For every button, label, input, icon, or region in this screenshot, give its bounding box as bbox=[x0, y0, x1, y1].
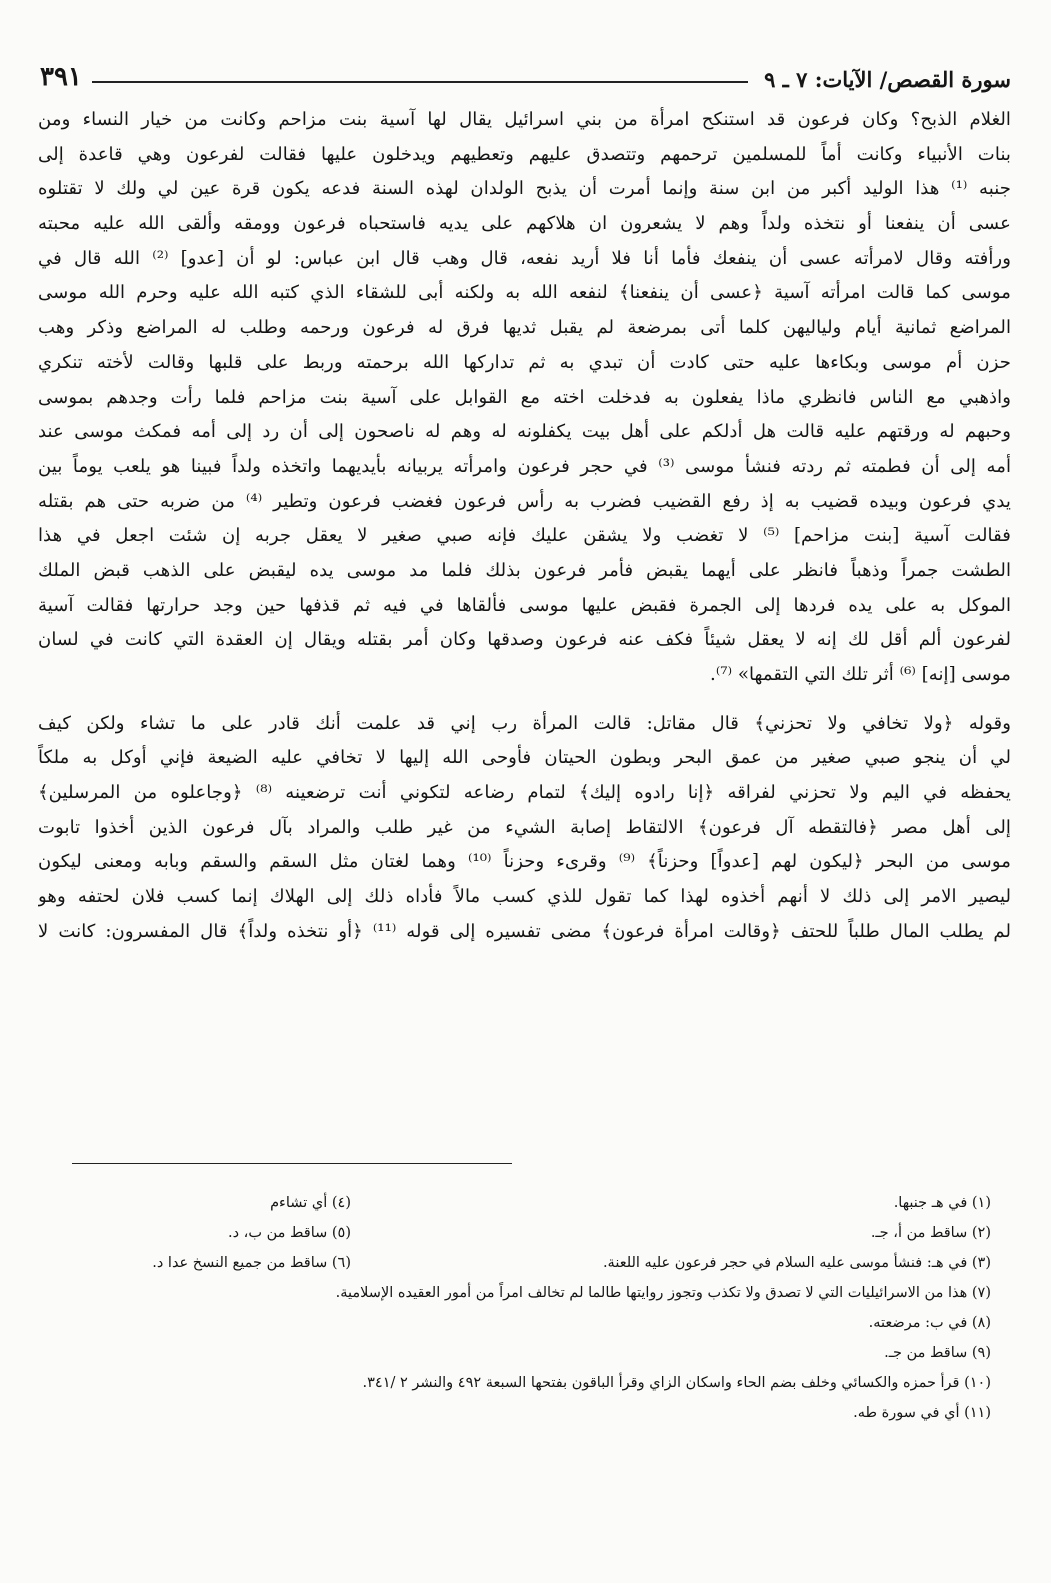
text-line: حزن أم موسى وبكاءها عليه حتى كادت أن تبدي به ثم تداركها الله برحمته وربط على قلبها وقالت لأخته تنكري bbox=[38, 351, 1011, 373]
text-line: لم يطلب المال طلباً للحتف ﴿وقالت امرأة فرعون﴾ مضى تفسيره إلى قوله ⁽¹¹⁾ ﴿أو نتخذه ولداً﴾ قال المفسرون: كانت لا bbox=[38, 920, 1011, 942]
text-line: لفرعون ألم أقل لك إنه لا يعقل شيئاً فكف عنه فرعون وصدقها وكان أمر بقتله ويقال إن العقدة التي كانت في لسان bbox=[38, 629, 1011, 651]
footnote: (٢) ساقط من أ، جـ. bbox=[870, 1225, 991, 1241]
footnote-separator bbox=[72, 1163, 512, 1164]
text-line: يدي فرعون وبيده قضيب به إذ رفع القضيب فضرب به رأس فرعون فغضب فرعون وتطير ⁽⁴⁾ من ضربه حتى هم بقتله bbox=[38, 490, 1011, 512]
footnote: (١) في هـ جنبها. bbox=[893, 1195, 991, 1211]
footnote: (١٠) قرأ حمزه والكسائي وخلف بضم الحاء واسكان الزاي وقرأ الباقون بفتحها السبعة ٤٩٢ والنشر ٢ /٣٤١. bbox=[362, 1375, 991, 1391]
text-line: بنات الأنبياء وكانت أماً للمسلمين ترحمهم وتتصدق عليهم وتعطيهم ويدخلون عليها فقالت لفرعون وهي قاعدة إلى bbox=[38, 143, 1011, 165]
footnote: (٩) ساقط من جـ. bbox=[884, 1345, 991, 1361]
text-line: يحفظه في اليم ولا تحزني لفراقه ﴿إنا رادوه إليك﴾ لتمام رضاعه لتكوني أنت ترضعينه ⁽⁸⁾ ﴿وجاعلوه من المرسلين﴾ bbox=[38, 782, 1011, 804]
main-text bbox=[38, 103, 1011, 950]
text-line: الموكل به على يده فردها إلى الجمرة فقبض عليها موسى فألقاها في فيه ثم قذفها حين وجد حرارتها فقالت آسية bbox=[38, 594, 1011, 616]
footnote: (٤) أي تشاءم bbox=[270, 1195, 351, 1211]
footnote: (٨) في ب: مرضعته. bbox=[868, 1315, 991, 1331]
text-line: وقوله ﴿ولا تخافي ولا تحزني﴾ قال مقاتل: قالت المرأة رب إني قد علمت أنك قادر على ما تشاء ولكن كيف bbox=[38, 712, 1011, 734]
header-rule bbox=[92, 81, 748, 83]
text-line: الطشت جمراً وذهباً فانظر على أيهما يقبض فأمر فرعون بذلك فلما مد موسى يده ليقبض على الذهب قبض الملك bbox=[38, 559, 1011, 581]
text-line: ورأفته وقال لامرأته عسى أن ينفعك فأما أنا فلا أريد نفعه، قال وهب قال ابن عباس: لو أن [عدو] ⁽²⁾ الله قال في bbox=[38, 247, 1011, 269]
footnote-row bbox=[40, 1218, 991, 1248]
page-header bbox=[40, 58, 1011, 92]
text-line: موسى من البحر ﴿ليكون لهم [عدواً] وحزناً﴾ ⁽⁹⁾ وقرىء وحزناً ⁽¹⁰⁾ وهما لغتان مثل السقم والسقم وبابه ومعنى ليكون bbox=[38, 851, 1011, 873]
text-line: وحبهم له ورقتهم عليه قالت هل أدلكم على أهل بيت يكفلونه له وهم له ناصحون إلى أن رد إلى أمه فمكث موسى عند bbox=[38, 421, 1011, 443]
text-line: المراضع ثمانية أيام ولياليهن كلما أتى بمرضعة لم يقبل ثديها فرق له فرعون ورحمه وطلب له المراضع وذكر وهب bbox=[38, 317, 1011, 339]
text-line: فقالت آسية [بنت مزاحم] ⁽⁵⁾ لا تغضب ولا يشقن عليك فإنه صبي صغير لا يعقل جربه إن شئت اجعل في هذا bbox=[38, 525, 1011, 547]
text-line: الغلام الذبح؟ وكان فرعون قد استنكح امرأة من بني اسرائيل يقال لها آسية بنت مزاحم وكانت من خيار النساء ومن bbox=[38, 109, 1011, 130]
text-line: عسى أن ينفعنا أو نتخذه ولداً وهم لا يشعرون ان هلاكهم على يديه فاستحباه فرعون وومقه وألقى الله عليه محبته bbox=[38, 213, 1011, 235]
footnotes bbox=[40, 1188, 991, 1428]
surah-heading: سورة القصص/ الآيات: ٧ ـ ٩ bbox=[764, 67, 1011, 92]
footnote: (٥) ساقط من ب، د. bbox=[227, 1225, 351, 1241]
text-line: جنبه ⁽¹⁾ هذا الوليد أكبر من ابن سنة وإنما أمرت أن يذبح الولدان لهذه السنة فدعه يكون قرة عين لي ولك لا تقتلوه bbox=[38, 178, 1011, 200]
footnote: (٦) ساقط من جميع النسخ عدا د. bbox=[152, 1255, 351, 1271]
footnote-row bbox=[40, 1188, 991, 1218]
text-line: واذهبي مع الناس فانظري ماذا يفعلون به فدخلت اخته مع القوابل على آسية بنت مزاحم فلما رأت وجدهم بموسى bbox=[38, 386, 1011, 408]
text-line: موسى كما قالت امرأته آسية ﴿عسى أن ينفعنا﴾ لنفعه الله به ولكنه أبى للشقاء الذي كتبه الله عليه وحرم الله موسى bbox=[38, 282, 1011, 304]
footnote: (١١) أي في سورة طه. bbox=[853, 1405, 991, 1421]
text-line: لي أن ينجو صبي صغير من عمق البحر وبطون الحيتان فأوحى الله إليها لا تخافي عليه الضيعة فإني أوكل به ملكاً bbox=[38, 747, 1011, 769]
text-line: موسى [إنه] ⁽⁶⁾ أثر تلك التي التقمها» ⁽⁷⁾. bbox=[710, 664, 1011, 685]
page-number: ٣٩١ bbox=[40, 62, 82, 92]
footnote: (٧) هذا من الاسرائيليات التي لا تصدق ولا تكذب وتجوز روايتها طالما لم تخالف امراً من أمور العقيده الإسلامية. bbox=[335, 1285, 991, 1301]
text-line: ليصير الامر إلى ذلك لا أنهم أخذوه لهذا كما تقول للذي كسب مالاً فأداه ذلك إلى الهلاك إنما كسب فلان لحتفه وهو bbox=[38, 886, 1011, 908]
text-line: إلى أهل مصر ﴿فالتقطه آل فرعون﴾ الالتقاط إصابة الشيء من غير طلب والمراد بآل فرعون الذين أخذوا تابوت bbox=[38, 816, 1011, 838]
footnote: (٣) في هـ: فنشأ موسى عليه السلام في حجر فرعون عليه اللعنة. bbox=[602, 1255, 991, 1271]
text-line: أمه إلى أن فطمته ثم ردته فنشأ موسى ⁽³⁾ في حجر فرعون وامرأته يربيانه بأيديهما واتخذه ولداً فبينا هو يلعب يوماً بين bbox=[38, 455, 1011, 477]
footnote-row bbox=[40, 1248, 991, 1278]
